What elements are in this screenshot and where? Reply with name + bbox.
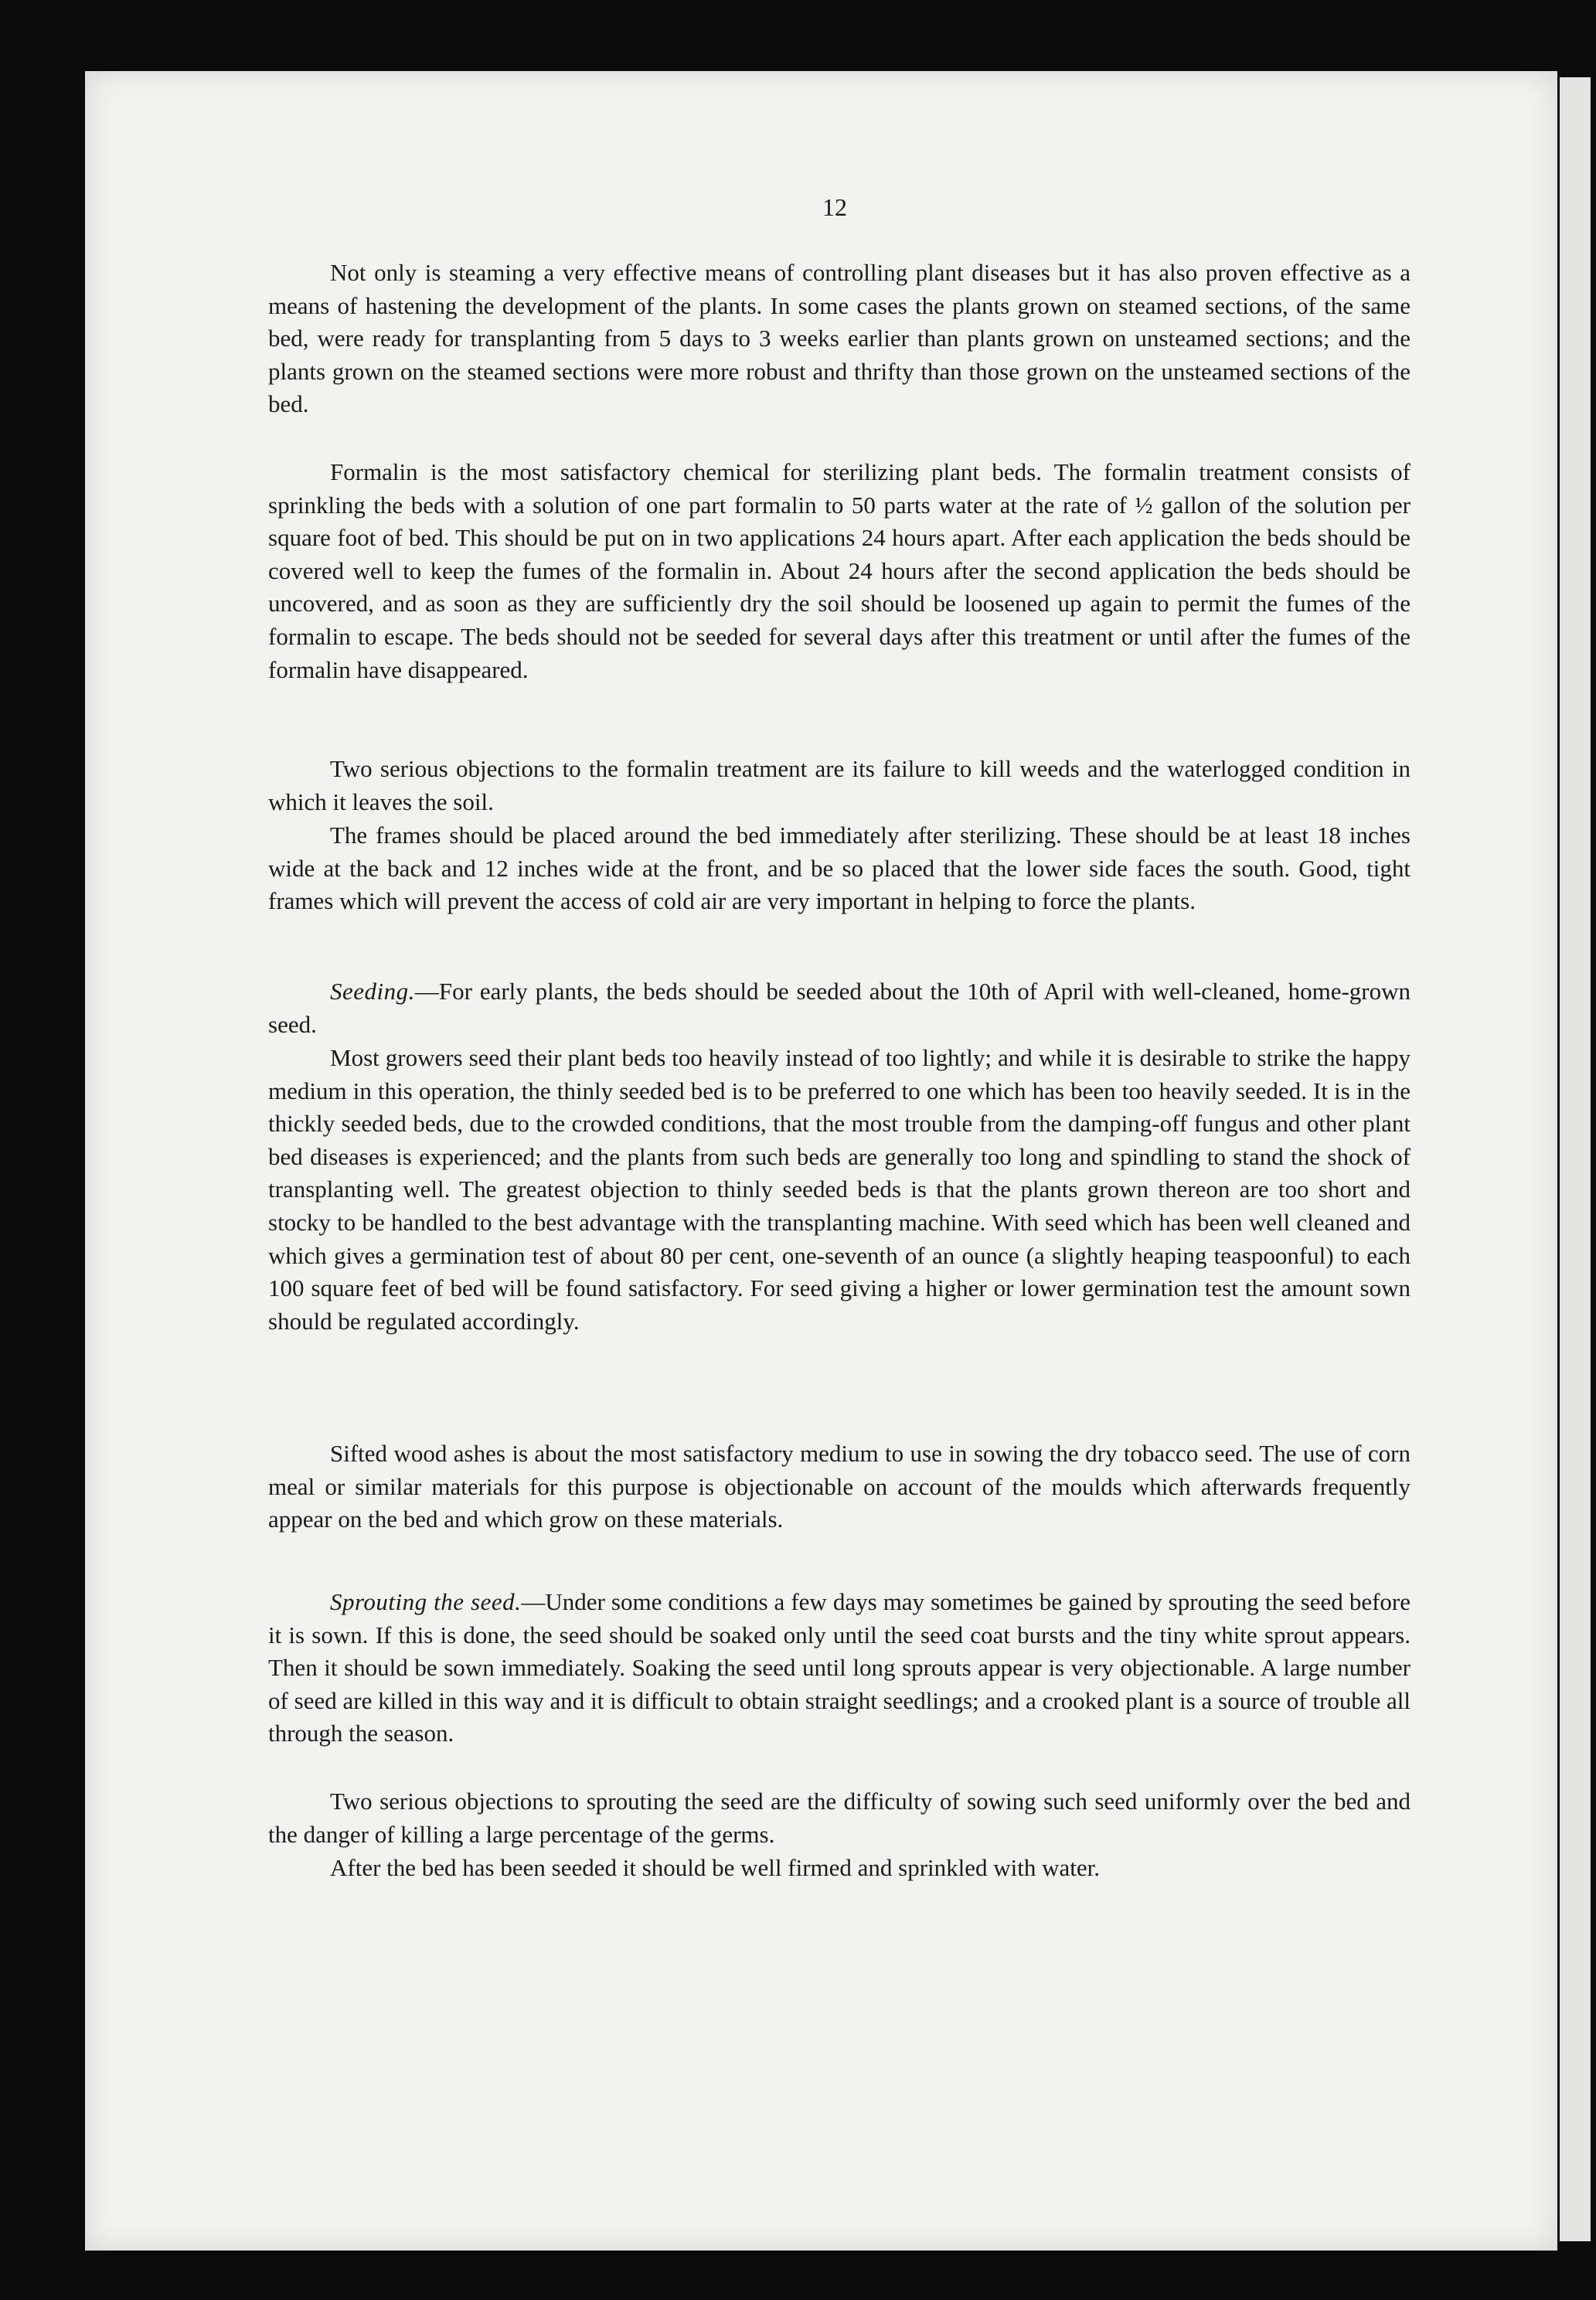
paragraph-formalin-objections: Two serious objections to the formalin treatment are its failure to kill weeds and the waterlogged condition in which it leaves the soil. <box>268 755 1411 815</box>
paragraph-steaming: Not only is steaming a very effective means of controlling plant diseases but it has also proven effective as a means of hastening the development of the plants. In some cases the plants grown on steamed sections, of the same bed, were ready for transplanting from 5 days to 3 weeks earlier than plants grown on unsteamed sections; and the plants grown on the steamed sections were more robust and thrifty than those grown on the unsteamed sections of the bed. <box>268 259 1411 418</box>
section-heading-sprouting: Sprouting the seed. <box>330 1588 522 1615</box>
paragraph-sprouting-objections: Two serious objections to sprouting the seed are the difficulty of sowing such seed uniformly over the bed and the danger of killing a large percentage of the germs. <box>268 1788 1411 1848</box>
section-heading-seeding: Seeding. <box>330 978 415 1005</box>
page-number: 12 <box>822 193 847 221</box>
paragraph-after-seeding: After the bed has been seeded it should be well firmed and sprinkled with water. <box>330 1854 1101 1881</box>
paragraph-formalin: Formalin is the most satisfactory chemical for sterilizing plant beds. The formalin treatment consists of sprinkling the beds with a solution of one part formalin to 50 parts water at the rate of ½ gallon of the solution per square foot of bed. This should be put on in two applications 24 hours apart. After each application the beds should be covered well to keep the fumes of the formalin in. About 24 hours after the second application the beds should be uncovered, and as soon as they are sufficiently dry the soil should be loosened up again to permit the fumes of the formalin to escape. The beds should not be seeded for several days after this treatment or until after the fumes of the formalin have disappeared. <box>268 458 1411 683</box>
paragraph-seeding-density: Most growers seed their plant beds too heavily instead of too lightly; and while it is desirable to strike the happy medium in this operation, the thinly seeded bed is to be preferred to one which has been too heavily seeded. It is in the thickly seeded beds, due to the crowded conditions, that the most trouble from the damping-off fungus and other plant bed diseases is experienced; and the plants from such beds are generally too long and spindling to stand the shock of transplanting well. The greatest objection to thinly seeded beds is that the plants grown thereon are too short and stocky to be handled to the best advantage with the transplanting machine. With seed which has been well cleaned and which gives a germination test of about 80 per cent, one-seventh of an ounce (a slightly heaping teaspoonful) to each 100 square feet of bed will be found satisfactory. For seed giving a higher or lower germination test the amount sown should be regulated accordingly. <box>268 1044 1411 1335</box>
next-page-edge <box>1560 77 1591 2241</box>
paragraph-frames: The frames should be placed around the bed immediately after sterilizing. These should be at least 18 inches wide at the back and 12 inches wide at the front, and be so placed that the lower side faces the south. Good, tight frames which will prevent the access of cold air are very important in helping to force the plants. <box>268 822 1411 915</box>
paragraph-sprouting: Sprouting the seed.—Under some conditions a few days may sometimes be gained by sprouting the seed before it is sown. If this is done, the seed should be soaked only until the seed coat bursts and the tiny white sprout appears. Then it should be sown immediately. Soaking the seed until long sprouts appear is very objectionable. A large number of seed are killed in this way and it is difficult to obtain straight seedlings; and a crooked plant is a source of trouble all through the season. <box>268 1588 1411 1747</box>
paragraph-wood-ashes: Sifted wood ashes is about the most satisfactory medium to use in sowing the dry tobacco seed. The use of corn meal or similar materials for this purpose is objectionable on account of the moulds which afterwards frequently appear on the bed and which grow on these materials. <box>268 1440 1411 1533</box>
paragraph-seeding: Seeding.—For early plants, the beds should be seeded about the 10th of April with well-cleaned, home-grown seed. <box>268 978 1411 1038</box>
